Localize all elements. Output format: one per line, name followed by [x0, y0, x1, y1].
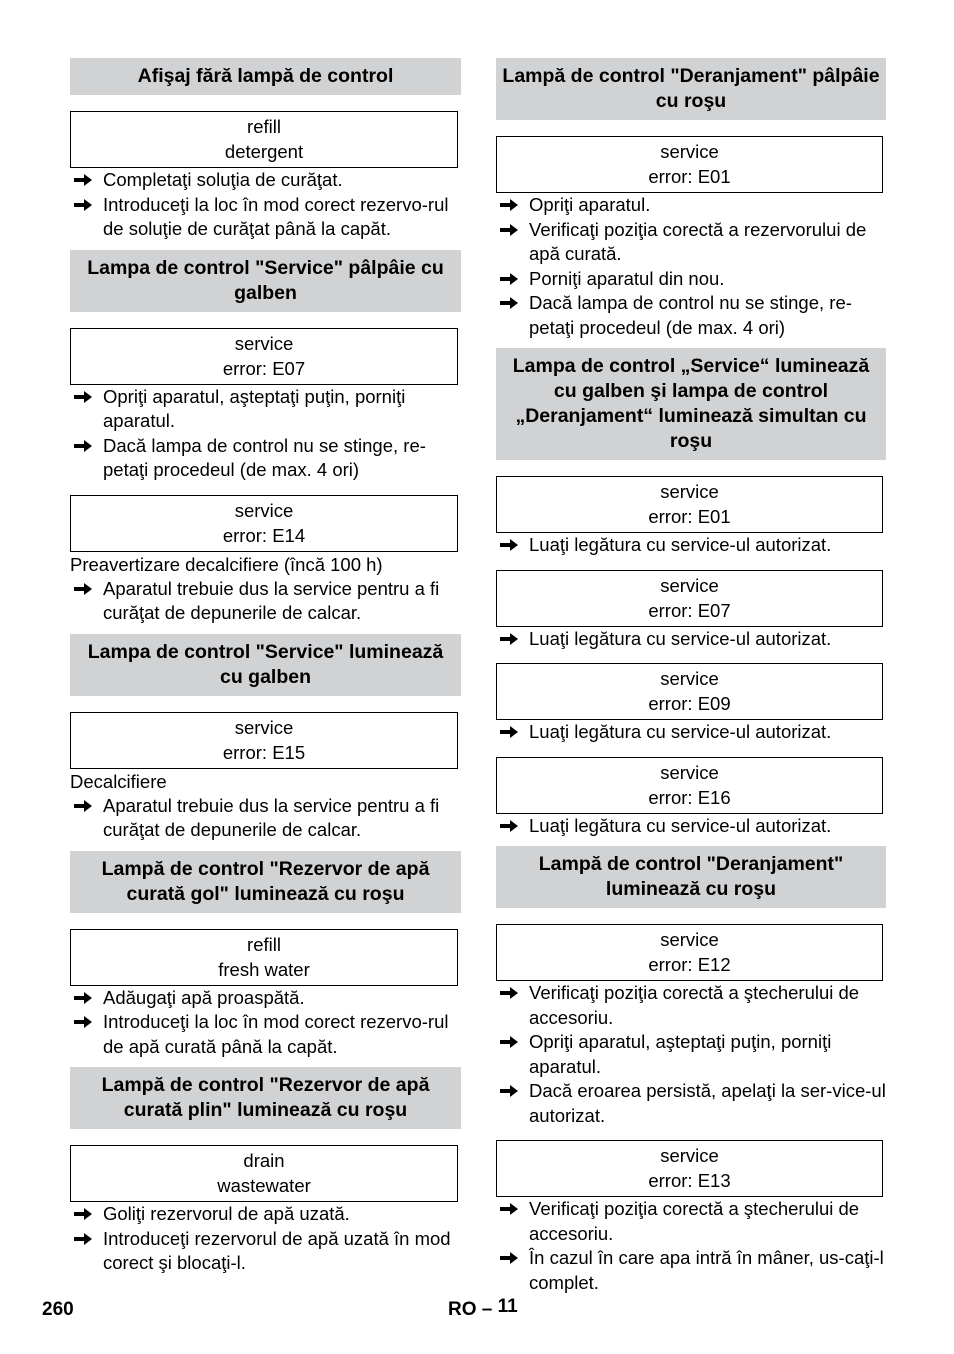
display-line: error: E16: [648, 786, 731, 808]
step-list: [496, 627, 886, 652]
step-item: Goliţi rezervorul de apă uzată.: [70, 1202, 461, 1227]
arrow-right-icon: [72, 1010, 94, 1034]
arrow-right-icon: [498, 627, 520, 651]
display-line: error: E15: [222, 741, 306, 763]
section-heading: Lampa de control „Service“ luminează cu galben şi lampa de control „Deranjament“ luminează simultan cu roşu: [496, 348, 886, 460]
step-list: [70, 577, 461, 626]
language-page-marker: [448, 1297, 518, 1322]
display-line: drain: [243, 1150, 285, 1171]
step-list: [70, 168, 461, 242]
section-heading: Lampă de control "Rezervor de apă curată plin" luminează cu roşu: [70, 1067, 461, 1129]
step-list: [70, 1202, 461, 1276]
step-item: Introduceţi la loc în mod corect rezervo-rul de apă curată până la capăt.: [70, 1010, 461, 1059]
page-number: 260: [42, 1299, 74, 1320]
step-list: [70, 794, 461, 843]
arrow-right-icon: [72, 577, 94, 601]
step-list: [496, 720, 886, 745]
display-box: [496, 663, 883, 720]
language-code: RO: [448, 1299, 477, 1320]
display-box: [70, 495, 458, 552]
display-box: [496, 136, 883, 193]
step-item: Completaţi soluţia de curăţat.: [70, 168, 461, 193]
step-item: Dacă eroarea persistă, apelaţi la ser-vice-ul autorizat.: [496, 1079, 886, 1128]
arrow-right-icon: [498, 814, 520, 838]
display-line: service: [234, 499, 294, 521]
section-heading: Lampă de control "Rezervor de apă curată gol" luminează cu roşu: [70, 851, 461, 913]
display-line: service: [234, 332, 294, 354]
display-line: fresh water: [218, 958, 310, 980]
display-box: [70, 328, 458, 385]
step-list: [70, 385, 461, 483]
display-line: service: [660, 929, 719, 950]
step-item: În cazul în care apa intră în mâner, us-caţi-l complet.: [496, 1246, 886, 1295]
marker-dash: –: [481, 1299, 493, 1320]
arrow-right-icon: [72, 168, 94, 192]
arrow-right-icon: [72, 434, 94, 458]
display-line: detergent: [224, 141, 304, 162]
section-heading: Lampa de control "Service" luminează cu galben: [70, 634, 461, 696]
step-item: Introduceţi rezervorul de apă uzată în mod corect şi blocaţi-l.: [70, 1227, 461, 1276]
arrow-right-icon: [72, 986, 94, 1010]
display-line: error: E14: [222, 524, 306, 546]
step-item: Luaţi legătura cu service-ul autorizat.: [496, 533, 886, 558]
step-item: Opriţi aparatul, aşteptaţi puţin, porniţi aparatul.: [70, 385, 461, 434]
display-box: [70, 1145, 458, 1202]
display-box: [70, 712, 458, 769]
section-heading: Lampă de control "Deranjament" luminează cu roşu: [496, 846, 886, 908]
display-line: service: [660, 1145, 719, 1166]
arrow-right-icon: [72, 385, 94, 409]
left-column: [70, 58, 461, 1276]
section-heading: Afişaj fără lampă de control: [70, 58, 461, 95]
step-list: [70, 986, 461, 1060]
display-line: error: E01: [648, 506, 731, 527]
step-list: [496, 533, 886, 558]
display-line: service: [660, 141, 719, 162]
display-box: [70, 929, 458, 986]
display-box: [70, 111, 458, 168]
display-line: refill: [247, 116, 281, 137]
step-item: Aparatul trebuie dus la service pentru a fi curăţat de depunerile de calcar.: [70, 794, 461, 843]
step-item: Verificaţi poziţia corectă a ştecherului de accesoriu.: [496, 1197, 886, 1246]
step-list: [496, 981, 886, 1128]
note-text: Preavertizare decalcifiere (încă 100 h): [70, 553, 383, 575]
step-list: [496, 193, 886, 340]
step-item: Aparatul trebuie dus la service pentru a fi curăţat de depunerile de calcar.: [70, 577, 461, 626]
display-box: [496, 924, 883, 981]
display-box: [496, 570, 883, 627]
arrow-right-icon: [72, 1227, 94, 1251]
display-box: [496, 1140, 883, 1197]
arrow-right-icon: [498, 981, 520, 1005]
step-item: Opriţi aparatul, aşteptaţi puţin, porniţi aparatul.: [496, 1030, 886, 1079]
arrow-right-icon: [498, 291, 520, 315]
display-line: service: [660, 761, 719, 783]
step-item: Dacă lampa de control nu se stinge, re-petaţi procedeul (de max. 4 ori): [70, 434, 461, 483]
display-line: error: E12: [648, 954, 731, 975]
display-line: error: E01: [648, 166, 731, 187]
arrow-right-icon: [498, 533, 520, 557]
step-item: Dacă lampa de control nu se stinge, re-petaţi procedeul (de max. 4 ori): [496, 291, 886, 340]
arrow-right-icon: [72, 794, 94, 818]
note-text: Decalcifiere: [70, 770, 167, 792]
display-line: error: E07: [648, 599, 731, 621]
arrow-right-icon: [498, 218, 520, 242]
step-item: Adăugaţi apă proaspătă.: [70, 986, 461, 1011]
display-line: wastewater: [217, 1175, 311, 1196]
step-item: Verificaţi poziţia corectă a ştecherului de accesoriu.: [496, 981, 886, 1030]
step-item: Introduceţi la loc în mod corect rezervo-rul de soluţie de curăţat până la capăt.: [70, 193, 461, 242]
display-box: [496, 757, 883, 814]
step-list: [496, 814, 886, 839]
step-item: Luaţi legătura cu service-ul autorizat.: [496, 814, 886, 839]
section-heading: Lampa de control "Service" pâlpâie cu galben: [70, 250, 461, 312]
display-line: error: E07: [222, 357, 306, 379]
right-column: [496, 58, 886, 1295]
step-item: Verificaţi poziţia corectă a rezervorului de apă curată.: [496, 218, 886, 267]
display-line: service: [660, 574, 719, 596]
arrow-right-icon: [498, 193, 520, 217]
display-line: error: E09: [648, 693, 731, 714]
step-item: Luaţi legătura cu service-ul autorizat.: [496, 720, 886, 745]
arrow-right-icon: [498, 720, 520, 744]
section-page-number: 11: [497, 1296, 518, 1317]
arrow-right-icon: [72, 193, 94, 217]
display-line: refill: [247, 933, 281, 955]
arrow-right-icon: [72, 1202, 94, 1226]
step-item: Luaţi legătura cu service-ul autorizat.: [496, 627, 886, 652]
display-line: service: [660, 668, 719, 689]
step-item: Opriţi aparatul.: [496, 193, 886, 218]
display-line: service: [660, 481, 719, 502]
display-line: service: [234, 716, 294, 738]
arrow-right-icon: [498, 267, 520, 291]
section-heading: Lampă de control "Deranjament" pâlpâie cu roşu: [496, 58, 886, 120]
step-item: Porniţi aparatul din nou.: [496, 267, 886, 292]
arrow-right-icon: [498, 1246, 520, 1270]
display-box: [496, 476, 883, 533]
step-list: [496, 1197, 886, 1295]
arrow-right-icon: [498, 1197, 520, 1221]
arrow-right-icon: [498, 1079, 520, 1103]
arrow-right-icon: [498, 1030, 520, 1054]
display-line: error: E13: [648, 1170, 731, 1191]
